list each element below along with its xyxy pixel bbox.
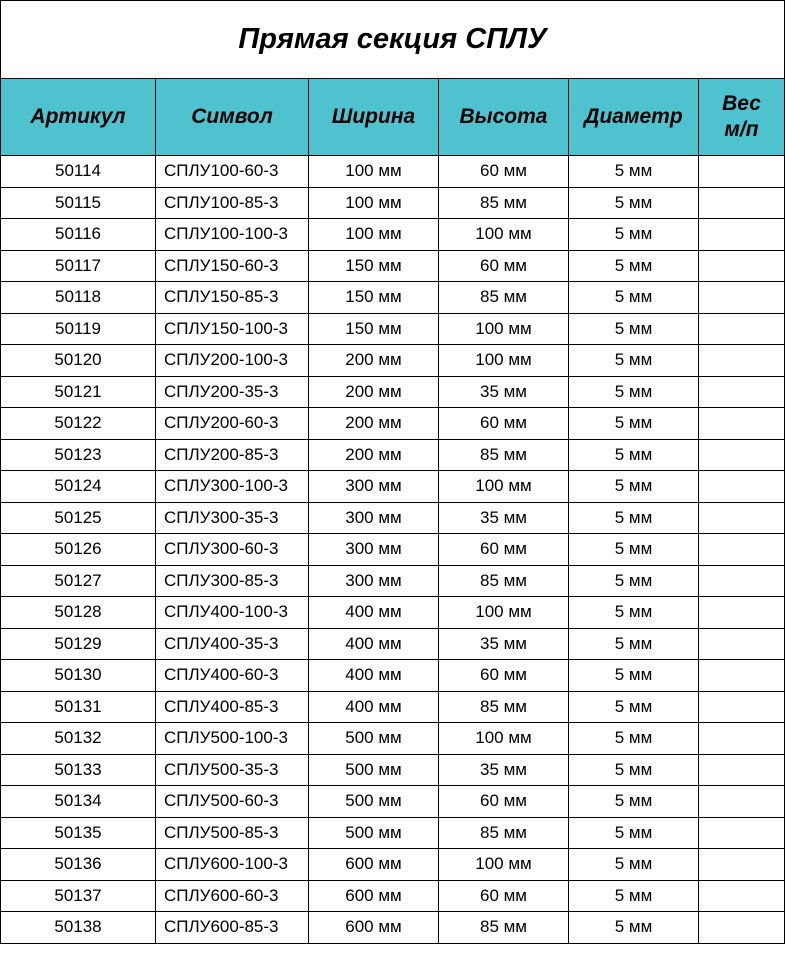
- cell-height: 85 мм: [439, 912, 569, 944]
- cell-weight: [699, 376, 785, 408]
- cell-article: 50135: [1, 817, 156, 849]
- table-row: [1, 313, 785, 345]
- cell-width: 500 мм: [309, 817, 439, 849]
- cell-article: 50119: [1, 313, 156, 345]
- cell-weight: [699, 754, 785, 786]
- cell-height: 35 мм: [439, 628, 569, 660]
- cell-weight: [699, 660, 785, 692]
- cell-weight: [699, 502, 785, 534]
- cell-article: 50131: [1, 691, 156, 723]
- cell-height: 85 мм: [439, 565, 569, 597]
- cell-height: 35 мм: [439, 754, 569, 786]
- header-diameter: Диаметр: [569, 79, 699, 156]
- table-row: [1, 439, 785, 471]
- cell-diameter: 5 мм: [569, 754, 699, 786]
- cell-width: 500 мм: [309, 723, 439, 755]
- cell-width: 100 мм: [309, 219, 439, 251]
- cell-height: 85 мм: [439, 691, 569, 723]
- cell-width: 300 мм: [309, 565, 439, 597]
- header-weight-line2: м/п: [724, 118, 759, 141]
- cell-diameter: 5 мм: [569, 723, 699, 755]
- table-row: [1, 471, 785, 503]
- cell-symbol: СПЛУ400-60-3: [156, 660, 309, 692]
- cell-weight: [699, 282, 785, 314]
- cell-diameter: 5 мм: [569, 471, 699, 503]
- cell-diameter: 5 мм: [569, 597, 699, 629]
- cell-height: 60 мм: [439, 786, 569, 818]
- cell-height: 60 мм: [439, 880, 569, 912]
- table-title: Прямая секция СПЛУ: [1, 1, 785, 79]
- cell-diameter: 5 мм: [569, 250, 699, 282]
- cell-height: 100 мм: [439, 471, 569, 503]
- cell-width: 500 мм: [309, 786, 439, 818]
- table-header-row: [1, 79, 785, 156]
- cell-height: 60 мм: [439, 660, 569, 692]
- cell-diameter: 5 мм: [569, 817, 699, 849]
- header-weight: [699, 79, 785, 156]
- cell-article: 50134: [1, 786, 156, 818]
- cell-width: 300 мм: [309, 471, 439, 503]
- cell-height: 85 мм: [439, 187, 569, 219]
- cell-symbol: СПЛУ150-60-3: [156, 250, 309, 282]
- cell-width: 400 мм: [309, 597, 439, 629]
- cell-width: 600 мм: [309, 880, 439, 912]
- cell-weight: [699, 817, 785, 849]
- cell-height: 60 мм: [439, 534, 569, 566]
- table-row: [1, 219, 785, 251]
- cell-diameter: 5 мм: [569, 313, 699, 345]
- cell-diameter: 5 мм: [569, 219, 699, 251]
- cell-symbol: СПЛУ600-60-3: [156, 880, 309, 912]
- cell-diameter: 5 мм: [569, 156, 699, 188]
- header-weight-line1: Вес: [722, 92, 761, 115]
- cell-diameter: 5 мм: [569, 565, 699, 597]
- cell-weight: [699, 565, 785, 597]
- header-height: Высота: [439, 79, 569, 156]
- cell-article: 50127: [1, 565, 156, 597]
- cell-symbol: СПЛУ600-100-3: [156, 849, 309, 881]
- cell-weight: [699, 691, 785, 723]
- cell-article: 50121: [1, 376, 156, 408]
- header-article: Артикул: [1, 79, 156, 156]
- cell-weight: [699, 912, 785, 944]
- table-row: [1, 817, 785, 849]
- cell-article: 50120: [1, 345, 156, 377]
- cell-article: 50138: [1, 912, 156, 944]
- cell-article: 50124: [1, 471, 156, 503]
- table-row: [1, 250, 785, 282]
- header-width: Ширина: [309, 79, 439, 156]
- cell-symbol: СПЛУ100-60-3: [156, 156, 309, 188]
- cell-width: 200 мм: [309, 439, 439, 471]
- cell-article: 50133: [1, 754, 156, 786]
- cell-diameter: 5 мм: [569, 439, 699, 471]
- cell-article: 50123: [1, 439, 156, 471]
- cell-weight: [699, 345, 785, 377]
- cell-weight: [699, 313, 785, 345]
- table-row: [1, 880, 785, 912]
- cell-symbol: СПЛУ150-100-3: [156, 313, 309, 345]
- cell-symbol: СПЛУ400-85-3: [156, 691, 309, 723]
- cell-article: 50137: [1, 880, 156, 912]
- table-row: [1, 912, 785, 944]
- cell-symbol: СПЛУ300-60-3: [156, 534, 309, 566]
- cell-width: 100 мм: [309, 156, 439, 188]
- cell-diameter: 5 мм: [569, 502, 699, 534]
- table-row: [1, 691, 785, 723]
- cell-symbol: СПЛУ150-85-3: [156, 282, 309, 314]
- cell-symbol: СПЛУ500-60-3: [156, 786, 309, 818]
- cell-diameter: 5 мм: [569, 408, 699, 440]
- cell-height: 85 мм: [439, 439, 569, 471]
- cell-width: 500 мм: [309, 754, 439, 786]
- cell-article: 50116: [1, 219, 156, 251]
- cell-weight: [699, 408, 785, 440]
- cell-article: 50130: [1, 660, 156, 692]
- table-row: [1, 187, 785, 219]
- cell-diameter: 5 мм: [569, 849, 699, 881]
- table-row: [1, 565, 785, 597]
- cell-width: 150 мм: [309, 250, 439, 282]
- cell-weight: [699, 723, 785, 755]
- cell-article: 50128: [1, 597, 156, 629]
- cell-weight: [699, 597, 785, 629]
- cell-width: 600 мм: [309, 912, 439, 944]
- product-table-body: [1, 1, 785, 944]
- cell-height: 100 мм: [439, 313, 569, 345]
- cell-weight: [699, 187, 785, 219]
- cell-symbol: СПЛУ400-35-3: [156, 628, 309, 660]
- cell-height: 60 мм: [439, 408, 569, 440]
- cell-symbol: СПЛУ200-85-3: [156, 439, 309, 471]
- table-row: [1, 345, 785, 377]
- table-row: [1, 660, 785, 692]
- cell-article: 50125: [1, 502, 156, 534]
- cell-symbol: СПЛУ100-85-3: [156, 187, 309, 219]
- cell-diameter: 5 мм: [569, 660, 699, 692]
- cell-width: 300 мм: [309, 534, 439, 566]
- cell-weight: [699, 471, 785, 503]
- table-row: [1, 282, 785, 314]
- header-symbol: Символ: [156, 79, 309, 156]
- cell-weight: [699, 628, 785, 660]
- cell-weight: [699, 219, 785, 251]
- cell-article: 50136: [1, 849, 156, 881]
- cell-height: 60 мм: [439, 156, 569, 188]
- cell-height: 35 мм: [439, 376, 569, 408]
- cell-symbol: СПЛУ300-85-3: [156, 565, 309, 597]
- table-row: [1, 597, 785, 629]
- cell-diameter: 5 мм: [569, 282, 699, 314]
- table-row: [1, 376, 785, 408]
- cell-diameter: 5 мм: [569, 376, 699, 408]
- cell-article: 50114: [1, 156, 156, 188]
- cell-symbol: СПЛУ300-35-3: [156, 502, 309, 534]
- cell-height: 60 мм: [439, 250, 569, 282]
- cell-article: 50126: [1, 534, 156, 566]
- cell-symbol: СПЛУ200-35-3: [156, 376, 309, 408]
- cell-symbol: СПЛУ500-85-3: [156, 817, 309, 849]
- cell-diameter: 5 мм: [569, 786, 699, 818]
- cell-width: 300 мм: [309, 502, 439, 534]
- cell-symbol: СПЛУ600-85-3: [156, 912, 309, 944]
- cell-height: 85 мм: [439, 817, 569, 849]
- table-row: [1, 786, 785, 818]
- cell-article: 50129: [1, 628, 156, 660]
- cell-weight: [699, 156, 785, 188]
- cell-weight: [699, 534, 785, 566]
- cell-height: 100 мм: [439, 723, 569, 755]
- cell-height: 100 мм: [439, 345, 569, 377]
- table-row: [1, 156, 785, 188]
- table-row: [1, 723, 785, 755]
- cell-width: 400 мм: [309, 628, 439, 660]
- cell-width: 600 мм: [309, 849, 439, 881]
- cell-article: 50115: [1, 187, 156, 219]
- cell-weight: [699, 439, 785, 471]
- cell-height: 35 мм: [439, 502, 569, 534]
- cell-diameter: 5 мм: [569, 534, 699, 566]
- cell-width: 400 мм: [309, 660, 439, 692]
- cell-weight: [699, 250, 785, 282]
- cell-width: 400 мм: [309, 691, 439, 723]
- table-row: [1, 534, 785, 566]
- cell-width: 200 мм: [309, 345, 439, 377]
- cell-symbol: СПЛУ400-100-3: [156, 597, 309, 629]
- cell-width: 150 мм: [309, 282, 439, 314]
- cell-article: 50118: [1, 282, 156, 314]
- cell-width: 100 мм: [309, 187, 439, 219]
- table-row: [1, 502, 785, 534]
- cell-diameter: 5 мм: [569, 187, 699, 219]
- cell-article: 50122: [1, 408, 156, 440]
- cell-weight: [699, 880, 785, 912]
- cell-symbol: СПЛУ100-100-3: [156, 219, 309, 251]
- cell-symbol: СПЛУ500-35-3: [156, 754, 309, 786]
- cell-height: 85 мм: [439, 282, 569, 314]
- cell-diameter: 5 мм: [569, 345, 699, 377]
- table-row: [1, 408, 785, 440]
- cell-diameter: 5 мм: [569, 628, 699, 660]
- cell-width: 200 мм: [309, 408, 439, 440]
- cell-symbol: СПЛУ200-60-3: [156, 408, 309, 440]
- table-row: [1, 628, 785, 660]
- cell-weight: [699, 786, 785, 818]
- cell-height: 100 мм: [439, 597, 569, 629]
- cell-weight: [699, 849, 785, 881]
- cell-height: 100 мм: [439, 219, 569, 251]
- cell-article: 50117: [1, 250, 156, 282]
- table-row: [1, 849, 785, 881]
- cell-diameter: 5 мм: [569, 912, 699, 944]
- cell-article: 50132: [1, 723, 156, 755]
- cell-symbol: СПЛУ200-100-3: [156, 345, 309, 377]
- table-row: [1, 754, 785, 786]
- cell-symbol: СПЛУ500-100-3: [156, 723, 309, 755]
- cell-diameter: 5 мм: [569, 880, 699, 912]
- cell-height: 100 мм: [439, 849, 569, 881]
- cell-symbol: СПЛУ300-100-3: [156, 471, 309, 503]
- cell-width: 150 мм: [309, 313, 439, 345]
- cell-width: 200 мм: [309, 376, 439, 408]
- cell-diameter: 5 мм: [569, 691, 699, 723]
